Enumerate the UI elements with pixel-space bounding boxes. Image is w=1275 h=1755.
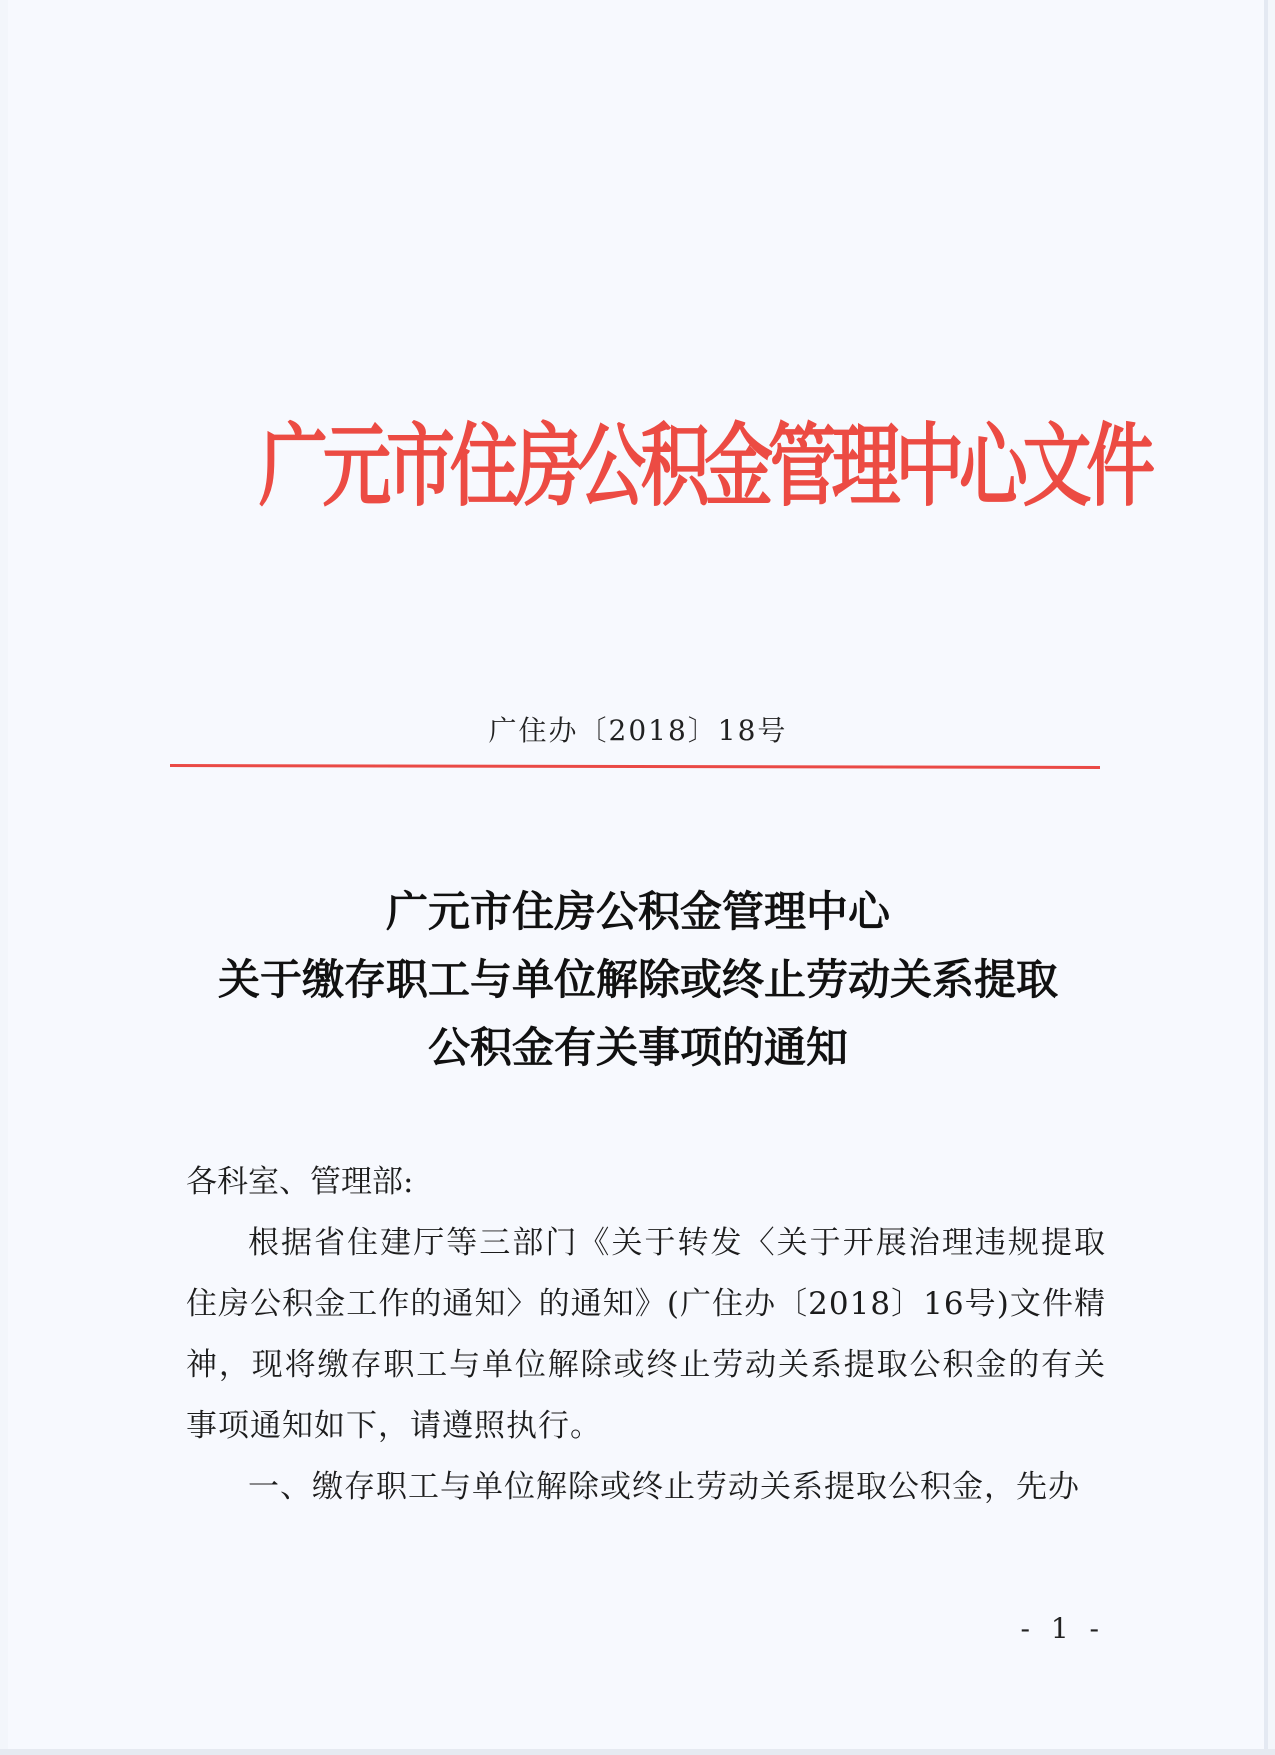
paragraph-intro: 根据省住建厅等三部门《关于转发〈关于开展治理违规提取住房公积金工作的通知〉的通知》(广住办〔2018〕16号)文件精神，现将缴存职工与单位解除或终止劳动关系提取公积金的有关事项通知如下，请遵照执行。	[186, 1225, 1106, 1444]
paragraph-item-1: 一、缴存职工与单位解除或终止劳动关系提取公积金，先办	[248, 1469, 1080, 1505]
title-line-1: 广元市住房公积金管理中心	[385, 887, 890, 936]
scan-bottom-edge	[0, 1749, 1275, 1755]
page-number: - 1 -	[1020, 1612, 1105, 1645]
document-page	[8, 0, 1268, 1755]
document-number: 广住办〔2018〕18号	[488, 714, 788, 747]
salutation: 各科室、管理部:	[186, 1164, 414, 1200]
document-title	[8, 878, 1268, 1082]
red-divider-line	[170, 764, 1100, 769]
title-line-3: 公积金有关事项的通知	[427, 1023, 848, 1072]
red-masthead: 广元市住房公积金管理中心文件	[258, 414, 1150, 519]
document-body	[186, 1152, 1106, 1518]
scan-edge	[1264, 0, 1268, 1755]
title-line-2: 关于缴存职工与单位解除或终止劳动关系提取	[217, 955, 1058, 1004]
